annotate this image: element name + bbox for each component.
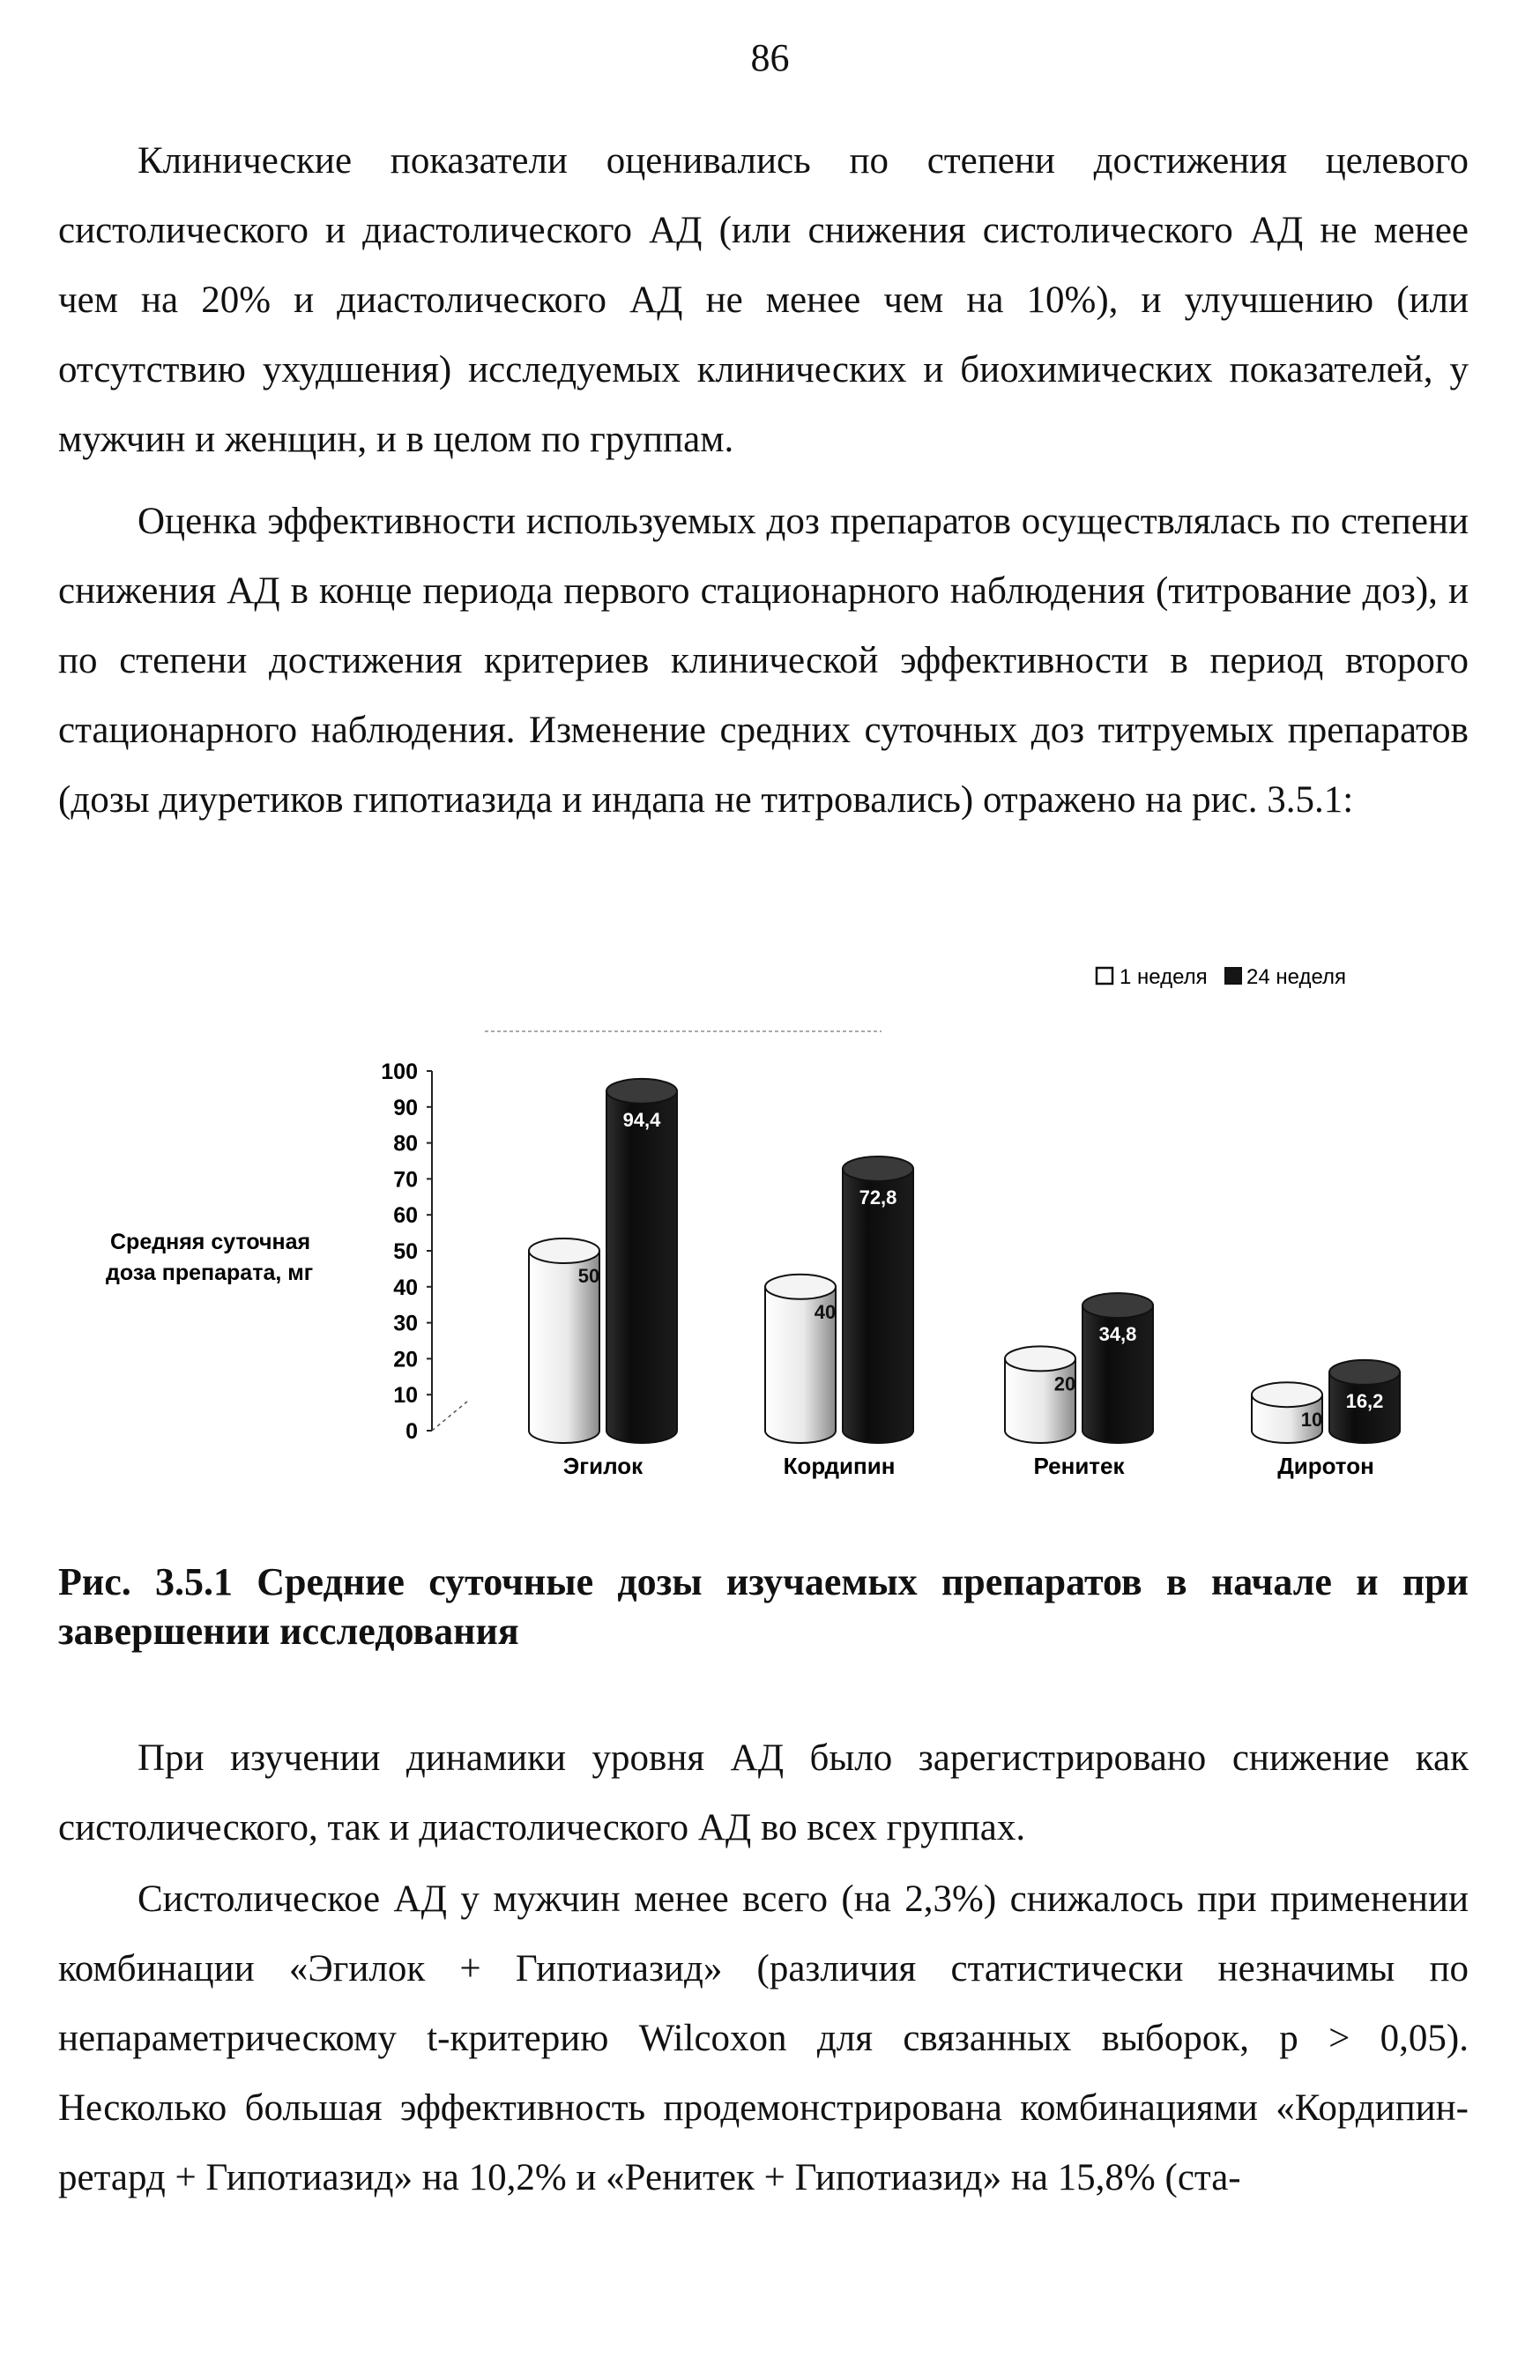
paragraph	[58, 1864, 1469, 2213]
bar-body	[843, 1169, 913, 1443]
dose-chart	[0, 934, 1540, 1507]
y-tick-label: 60	[393, 1203, 418, 1229]
paragraph	[58, 126, 1469, 474]
y-tick-label: 0	[405, 1419, 418, 1444]
y-axis-title: доза препарата, мг	[106, 1261, 314, 1285]
bar-body	[606, 1091, 677, 1443]
bar-value-label: 40	[814, 1300, 837, 1323]
paragraph-text: Оценка эффективности используемых доз препаратов осуществлялась по степени снижения АД в конце периода первого стационарного наблюдения (титрование доз), и по степени достижения критериев клинической эффективности в период второго стационарного наблюдения. Изменение средних суточных доз титруемых препаратов (дозы диуретиков гипотиазида и индапа не титровались) отражено на рис. 3.5.1:	[58, 501, 1469, 821]
figure-caption: Рис. 3.5.1 Средние суточные дозы изучаемых препаратов в начале и при завершении исследования	[58, 1560, 1469, 1653]
legend-label: 1 неделя	[1120, 965, 1208, 989]
y-tick-label: 70	[393, 1167, 418, 1193]
y-axis	[381, 1060, 432, 1444]
paragraph-text: Клинические показатели оценивались по степени достижения целевого систолического и диастолического АД (или снижения систолического АД не менее чем на 20% и диастолического АД не менее чем на 10%), и улучшению (или отсутствию ухудшения) исследуемых клинических и биохимических показателей, у мужчин и женщин, и в целом по группам.	[58, 140, 1469, 460]
bar-cap	[529, 1238, 599, 1263]
y-tick-label: 40	[393, 1275, 418, 1300]
bars	[529, 1079, 1400, 1443]
page-number: 86	[750, 36, 790, 79]
y-axis-title: Средняя суточная	[110, 1230, 311, 1254]
bar-value-label: 72,8	[859, 1186, 897, 1209]
bar-cap	[606, 1079, 677, 1104]
chart-legend	[1097, 965, 1346, 989]
y-tick-label: 20	[393, 1347, 418, 1372]
bar-week-24	[1082, 1293, 1153, 1443]
y-tick-label: 30	[393, 1311, 418, 1336]
y-tick-label: 100	[381, 1060, 418, 1084]
floor-edge	[432, 1402, 467, 1431]
y-tick-label: 10	[393, 1383, 418, 1409]
x-category-label: Эгилок	[562, 1453, 644, 1479]
bar-cap	[1252, 1382, 1322, 1407]
x-category-label: Диротон	[1277, 1453, 1374, 1479]
bar-cap	[843, 1157, 913, 1181]
bar-cap	[765, 1275, 836, 1299]
bar-value-label: 10	[1300, 1409, 1323, 1432]
bar-week-1	[765, 1275, 836, 1443]
paragraph	[58, 487, 1469, 835]
y-tick-label: 90	[393, 1095, 418, 1120]
legend-swatch-week-1	[1097, 968, 1112, 984]
x-category-label: Ренитек	[1033, 1453, 1125, 1479]
legend-swatch-week-24	[1225, 968, 1241, 984]
bar-value-label: 34,8	[1098, 1323, 1137, 1346]
bar-value-label: 20	[1053, 1372, 1076, 1395]
bar-week-24	[606, 1079, 677, 1443]
bar-cap	[1082, 1293, 1153, 1318]
x-category-label: Кордипин	[783, 1453, 896, 1479]
y-tick-label: 50	[393, 1239, 418, 1264]
paragraph-text: При изучении динамики уровня АД было зарегистрировано снижение как систолического, так и диастолического АД во всех группах.	[58, 1737, 1469, 1848]
bar-cap	[1329, 1360, 1400, 1385]
paragraph	[58, 1723, 1469, 1863]
bar-value-label: 50	[577, 1265, 600, 1287]
y-tick-label: 80	[393, 1131, 418, 1157]
paragraph-text: Систолическое АД у мужчин менее всего (на 2,3%) снижалось при применении комбинации «Эгилок + Гипотиазид» (различия статистически незначимы по непараметрическому t-критерию Wilcoxon для связанных выборок, p > 0,05). Несколько большая эффективность продемонстрирована комбинациями «Кордипин-ретард + Гипотиазид» на 10,2% и «Ренитек + Гипотиазид» на 15,8% (ста-	[58, 1878, 1469, 2198]
legend-label: 24 неделя	[1246, 965, 1346, 989]
bar-value-label: 16,2	[1345, 1389, 1384, 1412]
bar-cap	[1005, 1346, 1075, 1371]
bar-value-label: 94,4	[622, 1108, 661, 1131]
